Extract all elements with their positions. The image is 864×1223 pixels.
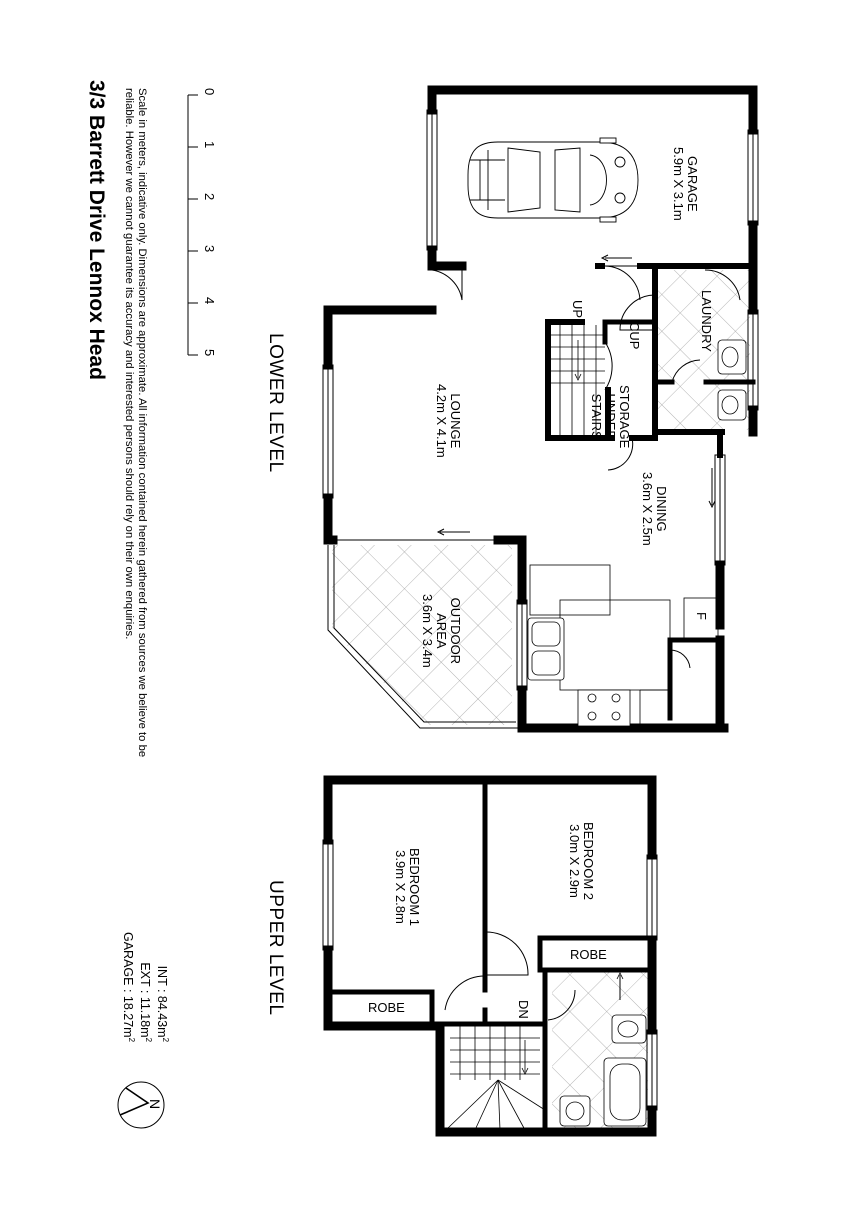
upper-stairs xyxy=(448,1026,545,1130)
outdoor-area-label: OUTDOOR AREA 3.6m X 3.4m xyxy=(420,594,463,668)
car-icon xyxy=(468,138,638,222)
dining-label: DINING 3.6m X 2.5m xyxy=(640,472,669,546)
lounge-label: LOUNGE 4.2m X 4.1m xyxy=(434,384,463,458)
area-summary: INT : $84.43m^2$ EXT : $11.18m^2$ GARAGE : $18.27m^2$ xyxy=(120,932,170,1043)
scale-bar xyxy=(188,95,198,355)
lower-level-label: LOWER LEVEL xyxy=(265,333,286,473)
scale-tick-5: 5 xyxy=(202,349,217,357)
scale-tick-3: 3 xyxy=(202,245,217,253)
stairs-up-label: UP xyxy=(570,300,585,319)
property-title: 3/3 Barrett Drive Lennox Head xyxy=(85,80,108,380)
compass-north-label: N xyxy=(147,1099,163,1110)
bedroom-2-label: BEDROOM 2 3.0m X 2.9m xyxy=(567,822,596,901)
scale-tick-4: 4 xyxy=(202,297,217,305)
robe-1-label: ROBE xyxy=(368,1000,405,1015)
robe-2-label: ROBE xyxy=(570,947,607,962)
bedroom-1-label: BEDROOM 1 3.9m X 2.8m xyxy=(393,848,422,927)
scale-tick-0: 0 xyxy=(202,88,217,96)
laundry-label: LAUNDRY xyxy=(699,290,714,352)
garage-label: GARAGE 5.9m X 3.1m xyxy=(671,147,700,221)
scale-tick-2: 2 xyxy=(202,193,217,201)
upper-level-label: UPPER LEVEL xyxy=(265,880,286,1016)
scale-tick-1: 1 xyxy=(202,141,217,149)
storage-label: STORAGE UNDER STAIRS xyxy=(589,385,632,449)
cup-label: CUP xyxy=(627,322,642,350)
stairs-down-label: DN xyxy=(516,1000,531,1019)
fridge-label: F xyxy=(694,612,709,620)
disclaimer-text: Scale in meters, indicative only. Dimensions are approximate. All information contained herein gathered from sources we believe to be reliable. However we cannot guarantee its accuracy and interested persons should rely on their own enquiries. xyxy=(123,88,148,758)
